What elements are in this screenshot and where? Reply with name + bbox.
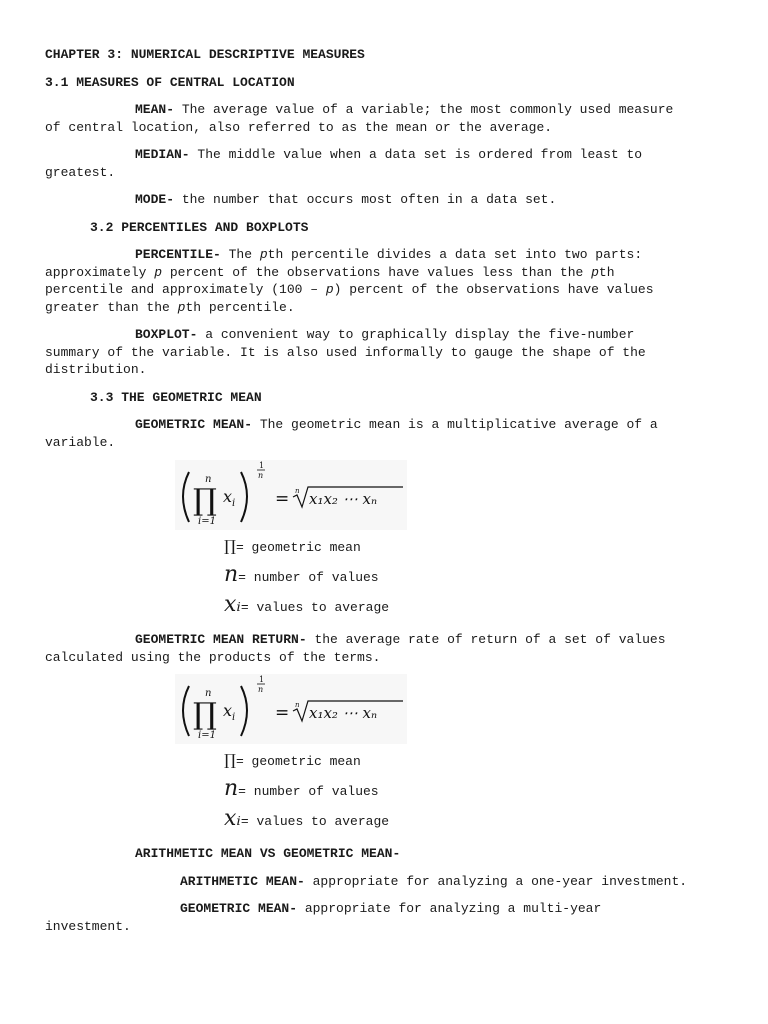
boxplot-definition-line1: BOXPLOT- a convenient way to graphically display the five-number — [135, 327, 635, 342]
legend-product-item: ∏= geometric mean — [224, 537, 361, 555]
radicand: x₁x₂ ⋯ xₙ — [309, 704, 378, 722]
geometric-mean-return-formula — [175, 674, 407, 744]
equals-sign: = — [275, 489, 290, 509]
section-3-3-heading: 3.3 THE GEOMETRIC MEAN — [90, 390, 262, 405]
chapter-title: CHAPTER 3: NUMERICAL DESCRIPTIVE MEASURES — [45, 47, 365, 62]
geometric-mean-definition-line1: GEOMETRIC MEAN- The geometric mean is a multiplicative average of a — [135, 417, 658, 432]
section-3-1-heading: 3.1 MEASURES OF CENTRAL LOCATION — [45, 75, 295, 90]
boxplot-definition-line3: distribution. — [45, 362, 147, 377]
percentile-definition-line1: PERCENTILE- The pth percentile divides a data set into two parts: — [135, 247, 643, 262]
percentile-definition-line4: greater than the pth percentile. — [45, 300, 295, 315]
median-definition-line2: greatest. — [45, 165, 116, 180]
geometric-mean-return-definition-line1: GEOMETRIC MEAN RETURN- the average rate of return of a set of values — [135, 632, 666, 647]
root-index: n — [295, 487, 300, 495]
geometric-mean-return-definition-line2: calculated using the products of the terms. — [45, 650, 381, 665]
exponent-denominator: n — [258, 685, 264, 694]
formula-variable: x — [223, 701, 233, 720]
exponent-numerator: 1 — [259, 675, 265, 684]
mean-definition-line1: MEAN- The average value of a variable; the most commonly used measure — [135, 102, 674, 117]
am-vs-gm-heading: ARITHMETIC MEAN VS GEOMETRIC MEAN- — [135, 846, 401, 861]
product-symbol: ∏ — [193, 483, 217, 518]
percentile-definition-line2: approximately p percent of the observations have values less than the pth — [45, 265, 615, 280]
legend-n-item: n= number of values — [224, 562, 379, 587]
product-lower-limit: i=1 — [198, 730, 216, 741]
equals-sign: = — [275, 703, 290, 723]
formula-variable-subscript: i — [232, 498, 236, 509]
formula-variable-subscript: i — [232, 712, 236, 723]
geometric-mean-note-line2: investment. — [45, 919, 131, 934]
boxplot-definition-line2: summary of the variable. It is also used informally to gauge the shape of the — [45, 345, 646, 360]
exponent-numerator: 1 — [259, 461, 265, 470]
mode-definition: MODE- the number that occurs most often in a data set. — [135, 192, 557, 207]
root-index: n — [295, 701, 300, 709]
geometric-mean-definition-line2: variable. — [45, 435, 116, 450]
formula-variable: x — [223, 487, 233, 506]
product-upper-limit: n — [205, 688, 212, 699]
product-lower-limit: i=1 — [198, 516, 216, 527]
product-upper-limit: n — [205, 474, 212, 485]
section-3-2-heading: 3.2 PERCENTILES AND BOXPLOTS — [90, 220, 309, 235]
median-definition-line1: MEDIAN- The middle value when a data set is ordered from least to — [135, 147, 643, 162]
exponent-denominator: n — [258, 471, 264, 480]
radicand: x₁x₂ ⋯ xₙ — [309, 490, 378, 508]
percentile-definition-line3: percentile and approximately (100 – p) percent of the observations have values — [45, 282, 654, 297]
legend-xi-item: xᵢ= values to average — [224, 592, 390, 617]
product-symbol: ∏ — [193, 697, 217, 732]
geometric-mean-formula — [175, 460, 407, 530]
legend2-n-item: n= number of values — [224, 776, 379, 801]
mean-definition-line2: of central location, also referred to as the mean or the average. — [45, 120, 553, 135]
arithmetic-mean-note: ARITHMETIC MEAN- appropriate for analyzing a one-year investment. — [180, 874, 688, 889]
geometric-mean-note-line1: GEOMETRIC MEAN- appropriate for analyzing a multi-year — [180, 901, 602, 916]
legend2-xi-item: xᵢ= values to average — [224, 806, 390, 831]
legend2-product-item: ∏= geometric mean — [224, 751, 361, 769]
